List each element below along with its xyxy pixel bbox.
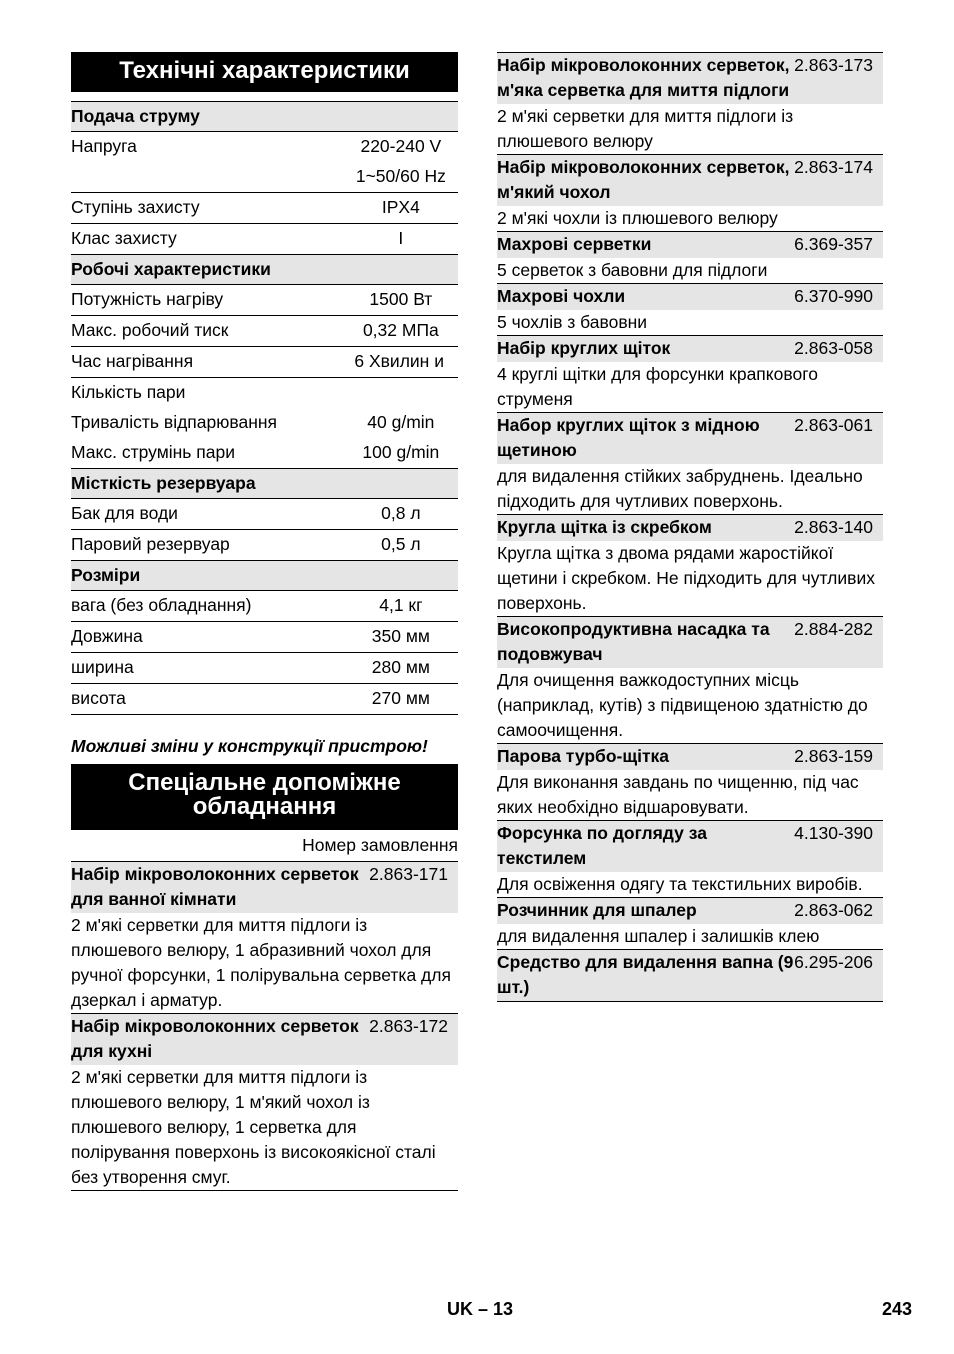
spec-row — [71, 622, 458, 653]
accessory-description: 2 м'які чохли із плюшевого велюру — [497, 208, 778, 228]
accessory-order-number: 2.863-061 — [794, 415, 873, 435]
spec-value: 1~50/60 Hz — [350, 162, 458, 193]
accessories-list-right — [497, 52, 883, 1001]
design-change-notice: Можливі зміни у конструкції пристрою! — [71, 736, 428, 756]
accessory-header — [497, 283, 883, 310]
spec-value: 0,8 л — [350, 499, 458, 530]
accessory-name: Розчинник для шпалер — [497, 900, 697, 920]
accessory-item — [497, 743, 883, 820]
spec-value — [350, 378, 458, 409]
spec-label: Тривалість відпарювання — [71, 412, 277, 432]
accessory-item — [497, 231, 883, 283]
accessory-order-number: 2.863-173 — [794, 55, 873, 75]
accessory-description: для видалення стійких забруднень. Ідеально підходить для чутливих поверхонь. — [497, 466, 863, 511]
accessory-order-number: 2.863-174 — [794, 157, 873, 177]
spec-label: Макс. струмінь пари — [71, 442, 235, 462]
accessory-item — [497, 335, 883, 412]
spec-row — [71, 347, 458, 378]
accessory-item — [497, 283, 883, 335]
spec-value: 1500 Вт — [350, 285, 458, 316]
accessory-name: Махрові чохли — [497, 286, 626, 306]
accessory-name: Набір мікроволоконних серветок, м'який чохол — [497, 157, 790, 202]
accessory-header — [497, 897, 883, 924]
accessory-name: Форсунка по догляду за текстилем — [497, 823, 707, 868]
spec-label: Кількість пари — [71, 382, 186, 402]
accessory-header — [71, 862, 458, 913]
accessory-description: 2 м'які серветки для миття підлоги із плюшевого велюру — [497, 106, 794, 151]
spec-label: Час нагрівання — [71, 347, 350, 378]
accessory-header — [71, 1013, 458, 1065]
accessories-list-left — [71, 862, 458, 1190]
spec-section-header — [71, 102, 458, 132]
spec-label: Довжина — [71, 622, 350, 653]
accessory-header — [497, 231, 883, 258]
spec-value: 6 Хвилин и — [350, 347, 458, 378]
spec-section-header — [71, 561, 458, 591]
accessory-name: Набір мікроволоконних серветок для кухні — [71, 1016, 359, 1061]
accessory-item — [71, 862, 458, 1013]
spec-row — [71, 193, 458, 224]
spec-section-header — [71, 469, 458, 499]
spec-row — [71, 684, 458, 715]
spec-row — [71, 162, 458, 193]
spec-row — [71, 224, 458, 255]
spec-section-header — [71, 255, 458, 285]
accessory-name: Кругла щітка із скребком — [497, 517, 712, 537]
accessory-name: Набір мікроволоконних серветок для ванної кімнати — [71, 864, 359, 909]
accessory-item — [497, 616, 883, 743]
accessory-description: Для освіження одягу та текстильних виробів. — [497, 874, 863, 894]
spec-label: Макс. робочий тиск — [71, 316, 350, 347]
accessory-description: 5 чохлів з бавовни — [497, 312, 648, 332]
accessory-description: 5 серветок з бавовни для підлоги — [497, 260, 768, 280]
spec-section-title: Подача струму — [71, 102, 458, 132]
accessory-item — [497, 412, 883, 514]
accessory-description: 4 круглі щітки для форсунки крапкового струменя — [497, 364, 818, 409]
accessory-item — [497, 514, 883, 616]
spec-value: 220-240 V — [360, 136, 442, 156]
accessory-item — [497, 154, 883, 231]
spec-value: 100 g/min — [362, 442, 440, 462]
accessory-header — [497, 412, 883, 464]
spec-row — [71, 591, 458, 622]
spec-row — [71, 316, 458, 347]
spec-value: 40 g/min — [367, 412, 435, 432]
accessory-name: Високопродуктивна насадка та подовжувач — [497, 619, 770, 664]
accessory-description: Для очищення важкодоступних місць (наприклад, кутів) з підвищеною здатністю до самоочищення. — [497, 670, 868, 740]
accessory-description: 2 м'які серветки для миття підлоги із плюшевого велюру, 1 абразивний чохол для ручної форсунки, 1 полірувальна серветка для дзеркал і арматур. — [71, 915, 451, 1010]
accessory-description: для видалення шпалер і залишків клею — [497, 926, 820, 946]
spec-section-title: Розміри — [71, 561, 458, 591]
accessory-name: Набор круглих щіток з мідною щетиною — [497, 415, 760, 460]
accessory-order-number: 2.863-140 — [794, 517, 873, 537]
spec-value: 270 мм — [350, 684, 458, 715]
spec-label: висота — [71, 684, 350, 715]
accessory-header — [497, 743, 883, 770]
spec-value: 350 мм — [350, 622, 458, 653]
accessory-item — [71, 1013, 458, 1190]
accessory-order-number: 2.863-062 — [794, 900, 873, 920]
accessory-header — [497, 52, 883, 104]
accessory-header — [497, 335, 883, 362]
spec-row — [71, 378, 458, 409]
spec-row — [71, 285, 458, 316]
spec-row — [71, 499, 458, 530]
accessory-header — [497, 514, 883, 541]
accessory-header — [497, 949, 883, 1001]
accessory-name: Средство для видалення вапна (9 шт.) — [497, 952, 794, 997]
spec-label: вага (без обладнання) — [71, 591, 350, 622]
spec-label: Ступінь захисту — [71, 193, 350, 224]
accessory-name: Махрові серветки — [497, 234, 652, 254]
right-column — [497, 52, 883, 1002]
spec-section-title: Місткість резервуара — [71, 469, 458, 499]
spec-label: Клас захисту — [71, 224, 350, 255]
order-number-header: Номер замовлення — [71, 830, 458, 862]
accessory-order-number: 6.370-990 — [794, 286, 873, 306]
spec-value: 280 мм — [350, 653, 458, 684]
accessory-name: Набір мікроволоконних серветок, м'яка серветка для миття підлоги — [497, 55, 790, 100]
spec-row — [71, 653, 458, 684]
accessory-order-number: 2.863-172 — [369, 1016, 448, 1036]
accessory-header — [497, 154, 883, 206]
spec-label: Потужність нагріву — [71, 285, 350, 316]
accessory-item — [497, 820, 883, 897]
spec-label: Бак для води — [71, 499, 350, 530]
accessory-name: Набір круглих щіток — [497, 338, 671, 358]
accessory-order-number: 4.130-390 — [794, 823, 873, 843]
accessory-description: Кругла щітка з двома рядами жаростійкої щетини і скребком. Не підходить для чутливих поверхонь. — [497, 543, 875, 613]
spec-value: 0,5 л — [381, 534, 421, 554]
footer-page-number: 243 — [881, 1299, 912, 1319]
accessory-order-number: 2.863-159 — [794, 746, 873, 766]
spec-label: Паровий резервуар — [71, 534, 230, 554]
accessory-header — [497, 616, 883, 668]
accessory-item — [497, 949, 883, 1001]
footer-section-label: UK – 13 — [447, 1299, 514, 1319]
spec-label: ширина — [71, 653, 350, 684]
spec-row — [71, 132, 458, 163]
accessory-item — [497, 897, 883, 949]
accessory-item — [497, 52, 883, 154]
spec-value: 0,32 МПа — [350, 316, 458, 347]
spec-row — [71, 438, 458, 469]
accessory-header — [497, 820, 883, 872]
accessory-description: 2 м'які серветки для миття підлоги із плюшевого велюру, 1 м'який чохол із плюшевого велюру, 1 серветка для полірування поверхонь із високоякісної сталі без утворення смуг. — [71, 1067, 436, 1187]
accessory-name: Парова турбо-щітка — [497, 746, 670, 766]
accessory-order-number: 6.295-206 — [794, 952, 873, 972]
tech-specs-title: Технічні характеристики — [71, 52, 458, 92]
spec-label — [71, 162, 350, 193]
accessory-order-number: 2.863-171 — [369, 864, 448, 884]
spec-value: IPX4 — [350, 193, 458, 224]
spec-value: 4,1 кг — [350, 591, 458, 622]
accessory-description: Для виконання завдань по чищенню, під час яких необхідно відшаровувати. — [497, 772, 859, 817]
accessories-title: Спеціальне допоміжне обладнання — [71, 764, 458, 830]
spec-row — [71, 530, 458, 561]
spec-row — [71, 408, 458, 438]
spec-section-title: Робочі характеристики — [71, 255, 458, 285]
accessory-order-number: 6.369-357 — [794, 234, 873, 254]
tech-specs-table — [71, 101, 458, 715]
accessory-order-number: 2.863-058 — [794, 338, 873, 358]
spec-label: Напруга — [71, 136, 137, 156]
spec-value: I — [350, 224, 458, 255]
accessory-order-number: 2.884-282 — [794, 619, 873, 639]
left-column — [71, 52, 458, 1191]
